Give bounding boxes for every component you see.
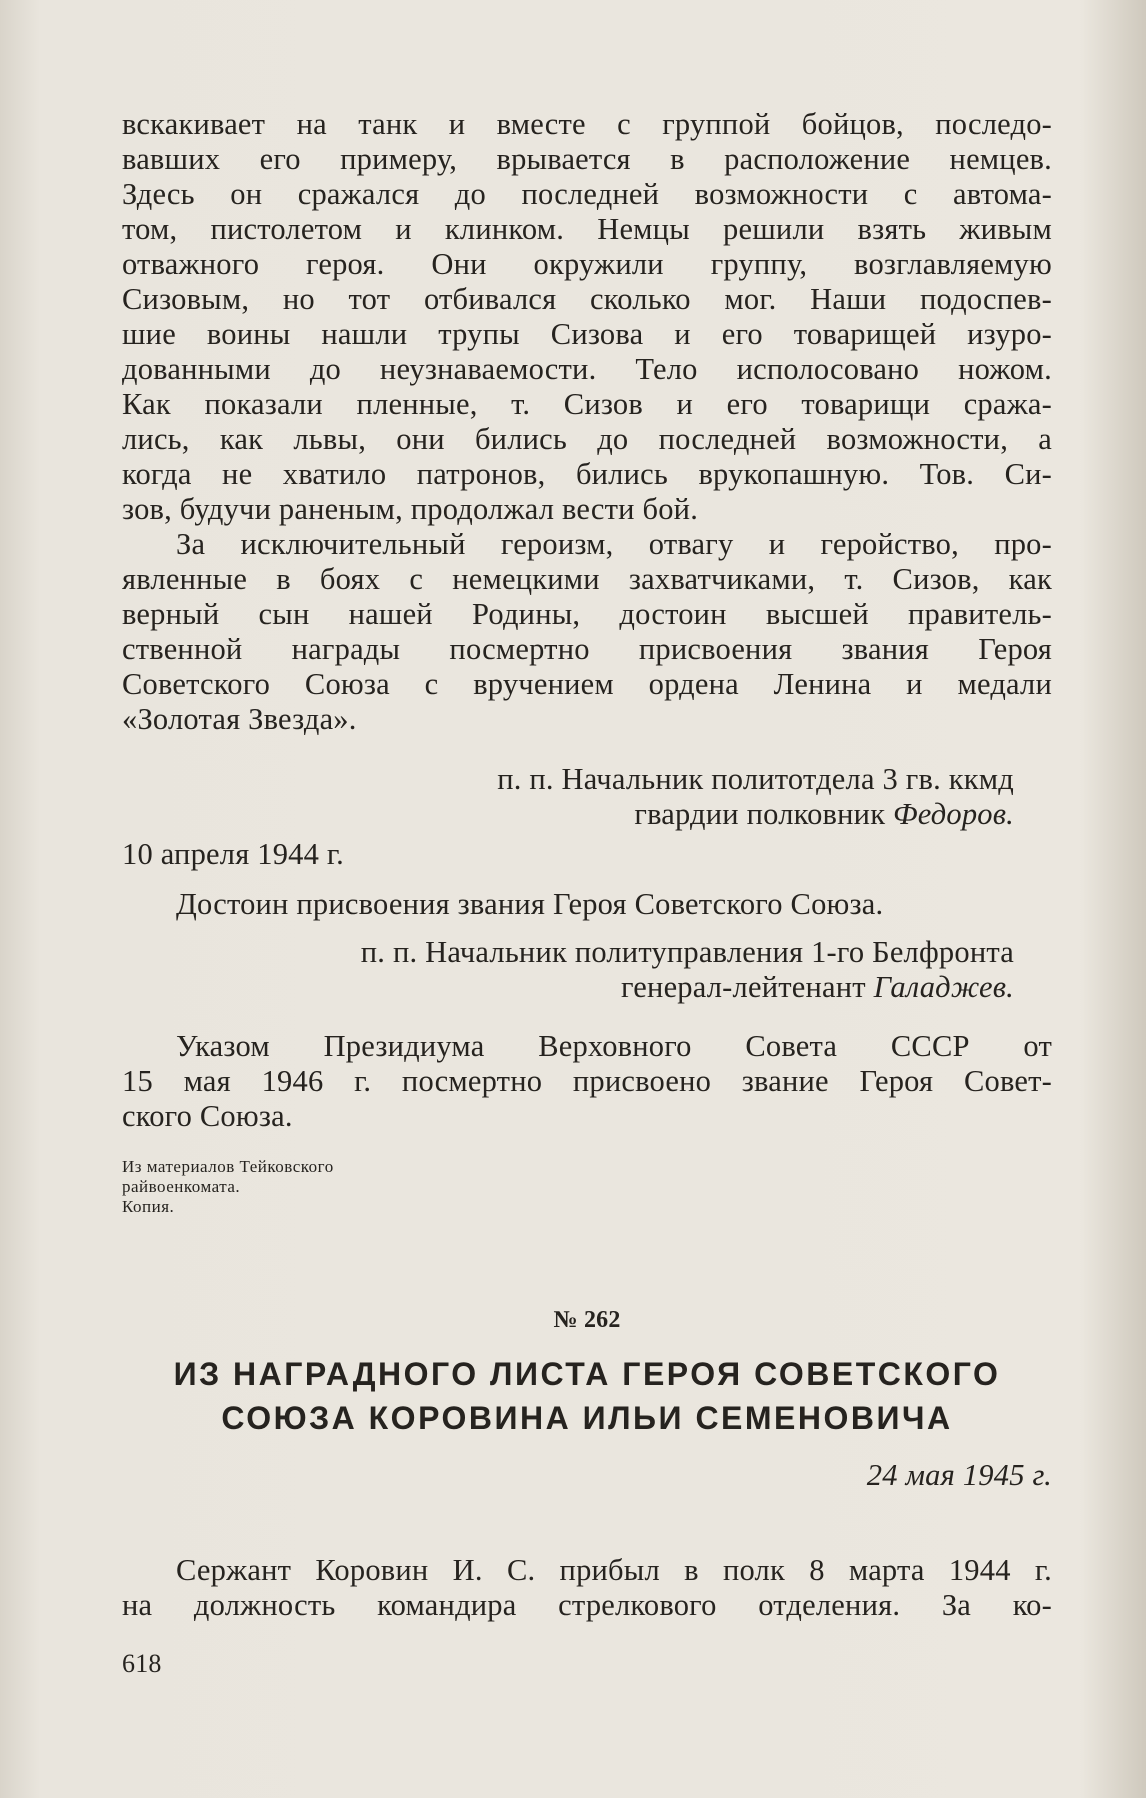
decree-line: Указом Президиума Верховного Совета СССР от bbox=[176, 1029, 1052, 1063]
signature-name: Федоров. bbox=[893, 797, 1014, 831]
source-note-line: Копия. bbox=[122, 1197, 175, 1216]
award-line: ственной награды посмертно присвоения звания Героя bbox=[122, 632, 1052, 666]
source-note-line: райвоенкомата. bbox=[122, 1177, 241, 1196]
signature-line bbox=[122, 796, 1014, 832]
body-line: зов, будучи раненым, продолжал вести бой. bbox=[122, 492, 699, 526]
document-heading: СОЮЗА КОРОВИНА ИЛЬИ СЕМЕНОВИЧА bbox=[221, 1400, 953, 1436]
document-heading: ИЗ НАГРАДНОГО ЛИСТА ГЕРОЯ СОВЕТСКОГО bbox=[173, 1356, 1001, 1392]
document-date-line: 10 апреля 1944 г. bbox=[122, 837, 344, 871]
award-line: «Золотая Звезда». bbox=[122, 702, 357, 736]
body-line: Сержант Коровин И. С. прибыл в полк 8 марта 1944 г. bbox=[176, 1553, 1052, 1587]
document-number: № 262 bbox=[553, 1307, 621, 1333]
body-line: Сизовым, но тот отбивался сколько мог. Наши подоспев- bbox=[122, 282, 1052, 316]
source-note-line: Из материалов Тейковского bbox=[122, 1157, 334, 1176]
signature-line bbox=[122, 969, 1014, 1005]
signature-line: п. п. Начальник политуправления 1-го Белфронта bbox=[360, 935, 1014, 969]
award-line: Советского Союза с вручением ордена Ленина и медали bbox=[122, 667, 1052, 701]
signature-line: п. п. Начальник политотдела 3 гв. ккмд bbox=[497, 762, 1014, 796]
body-line: шие воины нашли трупы Сизова и его товарищей изуро- bbox=[122, 317, 1052, 351]
document-date: 24 мая 1945 г. bbox=[866, 1458, 1052, 1492]
signature-rank: генерал-лейтенант bbox=[621, 970, 874, 1004]
body-line: Как показали пленные, т. Сизов и его товарищи сража- bbox=[122, 387, 1052, 421]
body-line: вскакивает на танк и вместе с группой бойцов, последо- bbox=[122, 107, 1052, 141]
body-line: дованными до неузнаваемости. Тело исполосовано ножом. bbox=[122, 352, 1052, 386]
decree-line: ского Союза. bbox=[122, 1099, 293, 1133]
award-line: За исключительный героизм, отвагу и геройство, про- bbox=[176, 527, 1052, 561]
body-line: том, пистолетом и клинком. Немцы решили взять живым bbox=[122, 212, 1052, 246]
award-line: явленные в боях с немецкими захватчиками, т. Сизов, как bbox=[122, 562, 1052, 596]
decree-line: 15 мая 1946 г. посмертно присвоено звание Героя Совет- bbox=[122, 1064, 1052, 1098]
recommendation-line: Достоин присвоения звания Героя Советского Союза. bbox=[176, 887, 884, 921]
signature-name: Галаджев. bbox=[873, 970, 1014, 1004]
signature-rank: гвардии полковник bbox=[634, 797, 894, 831]
body-line: на должность командира стрелкового отделения. За ко- bbox=[122, 1588, 1052, 1622]
body-line: Здесь он сражался до последней возможности с автома- bbox=[122, 177, 1052, 211]
body-line: вавших его примеру, врывается в расположение немцев. bbox=[122, 142, 1052, 176]
body-line: лись, как львы, они бились до последней возможности, а bbox=[122, 422, 1052, 456]
body-line: когда не хватило патронов, бились врукопашную. Тов. Си- bbox=[122, 457, 1052, 491]
page-number: 618 bbox=[122, 1649, 162, 1678]
body-line: отважного героя. Они окружили группу, возглавляемую bbox=[122, 247, 1052, 281]
award-line: верный сын нашей Родины, достоин высшей правитель- bbox=[122, 597, 1052, 631]
